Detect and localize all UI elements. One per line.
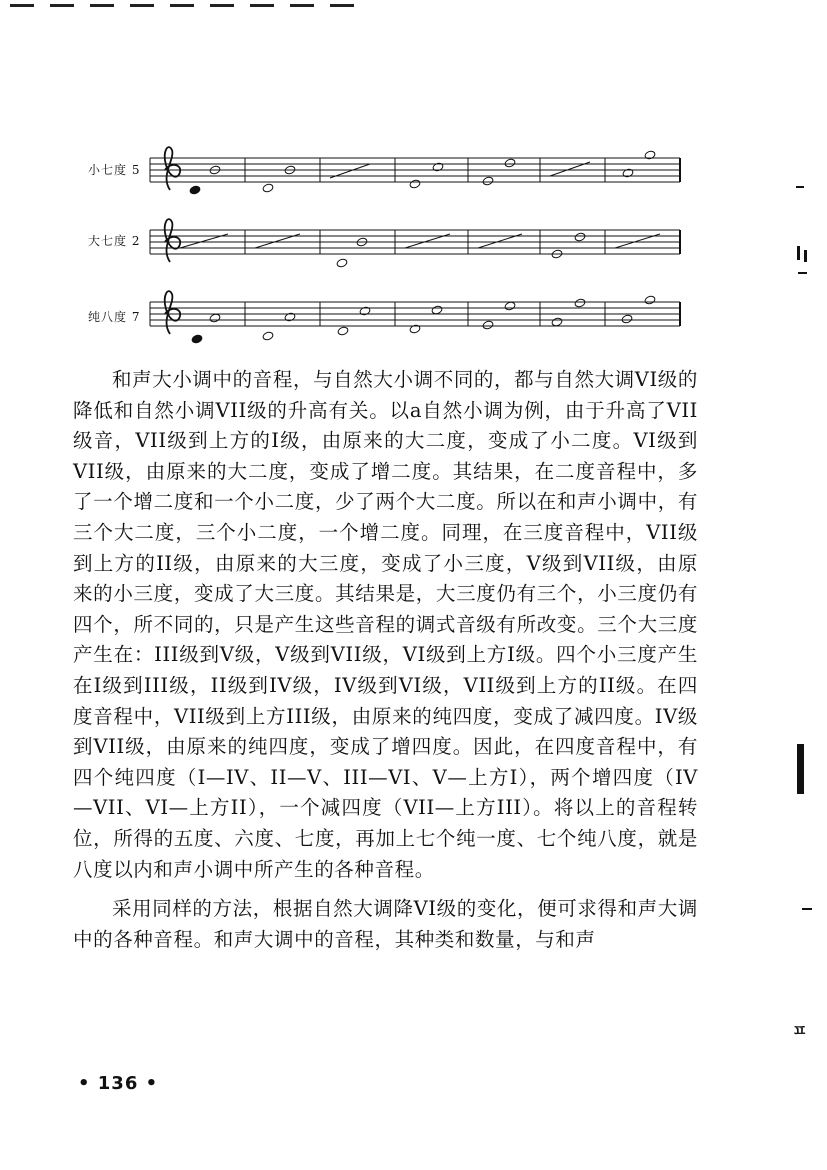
body-text <box>73 365 698 955</box>
staff-label-minor-seventh: 小七度 5 <box>88 163 141 177</box>
margin-char: ㅍ <box>792 1021 808 1040</box>
paragraph-harmonic-major: 采用同样的方法，根据自然大调降VI级的变化，便可求得和声大调中的各种音程。和声大调中的音程，其种类和数量，与和声 <box>73 897 698 951</box>
staff-major-seventh <box>150 219 680 268</box>
music-examples <box>0 130 827 360</box>
page-number: • 136 • <box>78 1073 159 1094</box>
staff-perfect-octave <box>150 291 680 344</box>
staff-label-major-seventh: 大七度 2 <box>88 234 141 248</box>
staff-label-perfect-octave: 纯八度 7 <box>88 310 141 324</box>
staff-minor-seventh <box>150 147 680 195</box>
scan-top-marks <box>10 0 370 12</box>
paragraph-harmonic-minor: 和声大小调中的音程，与自然大小调不同的，都与自然大调VI级的降低和自然小调VII级的升高有关。以a自然小调为例，由于升高了VII级音，VII级到上方的I级，由原来的大二度，变成了小二度。VI级到VII级，由原来的大二度，变成了增二度。其结果，在二度音程中，多了一个增二度和一个小二度，少了两个大二度。所以在和声小调中，有三个大二度，三个小二度，一个增二度。同理，在三度音程中，VII级到上方的II级，由原来的大三度，变成了小三度，V级到VII级，由原来的小三度，变成了大三度。其结果是，大三度仍有三个，小三度仍有四个，所不同的，只是产生这些音程的调式音级有所改变。三个大三度产生在：III级到V级，V级到VII级，VI级到上方I级。四个小三度产生在I级到III级，II级到IV级，IV级到VI级，VII级到上方的II级。在四度音程中，VII级到上方III级，由原来的纯四度，变成了减四度。IV级到VII级，由原来的纯四度，变成了增四度。因此，在四度音程中，有四个纯四度（I—IV、II—V、III—VI、V—上方I），两个增四度（IV—VII、VI—上方II），一个减四度（VII—上方III）。将以上的音程转位，所得的五度、六度、七度，再加上七个纯一度、七个纯八度，就是八度以内和声小调中所产生的各种音程。 <box>73 368 698 881</box>
